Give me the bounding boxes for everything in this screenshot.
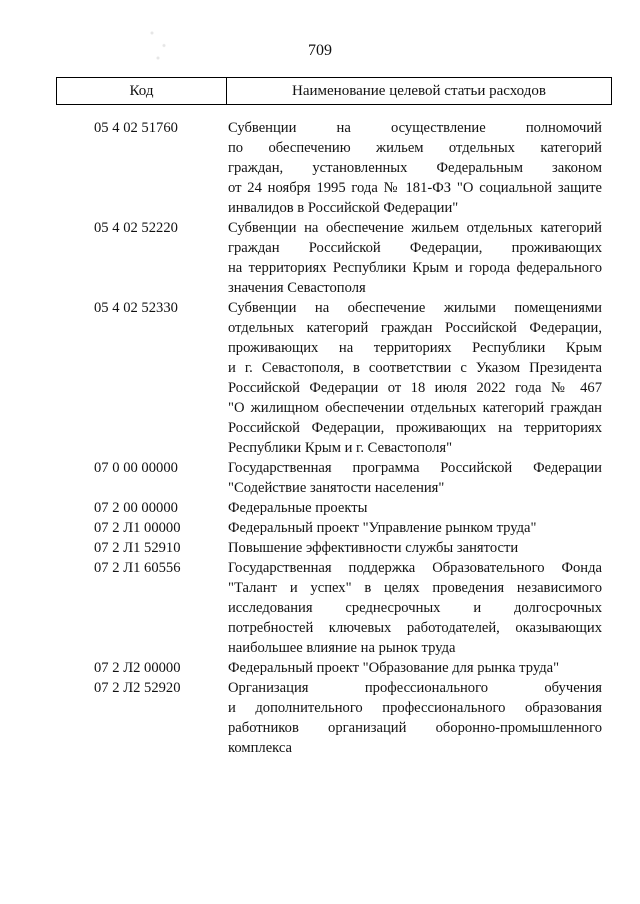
row-description [228, 218, 602, 298]
description-line: Государственная программа Российской Федерации [228, 460, 602, 476]
row-code: 07 0 00 00000 [94, 460, 178, 476]
table-body [56, 118, 612, 758]
description-line: "Талант и успех" в целях проведения независимого [228, 580, 602, 596]
description-line: отдельных категорий граждан Российской Федерации, [228, 320, 602, 336]
description-line: Повышение эффективности службы занятости [228, 540, 519, 556]
description-line: Российской Федерации от 18 июля 2022 года № 467 [228, 380, 602, 396]
description-line: проживающих на территориях Республики Крым [228, 340, 602, 356]
description-line: Субвенции на осуществление полномочий [228, 120, 602, 136]
row-description [228, 458, 602, 498]
table-row [56, 658, 612, 678]
row-description [228, 678, 602, 758]
row-code: 05 4 02 52220 [94, 220, 178, 236]
table-row [56, 218, 612, 298]
row-code: 07 2 Л2 00000 [94, 660, 181, 676]
row-code: 07 2 Л2 52920 [94, 680, 181, 696]
description-line: Федеральный проект "Управление рынком труда" [228, 520, 537, 536]
description-line: Республики Крым и г. Севастополя" [228, 440, 453, 456]
table-row [56, 498, 612, 518]
description-line: по обеспечению жильем отдельных категорий [228, 140, 602, 156]
description-line: Федеральные проекты [228, 500, 368, 516]
description-line: от 24 ноября 1995 года № 181-ФЗ "О социальной защите [228, 180, 602, 196]
table-row [56, 298, 612, 458]
row-code: 07 2 Л1 60556 [94, 560, 181, 576]
table-row [56, 678, 612, 758]
header-code: Код [57, 78, 227, 104]
description-line: Государственная поддержка Образовательного Фонда [228, 560, 602, 576]
row-description [228, 658, 602, 678]
row-description [228, 558, 602, 658]
row-code: 07 2 Л1 52910 [94, 540, 181, 556]
row-description [228, 518, 602, 538]
row-code: 05 4 02 51760 [94, 120, 178, 136]
description-line: работников организаций оборонно-промышленного [228, 720, 602, 736]
row-description [228, 538, 602, 558]
table-header [56, 77, 612, 105]
description-line: Субвенции на обеспечение жильем отдельных категорий [228, 220, 602, 236]
row-code: 07 2 00 00000 [94, 500, 178, 516]
table-row [56, 118, 612, 218]
description-line: граждан Российской Федерации, проживающих [228, 240, 602, 256]
description-line: потребностей ключевых работодателей, оказывающих [228, 620, 602, 636]
description-line: инвалидов в Российской Федерации" [228, 200, 459, 216]
table-row [56, 458, 612, 498]
description-line: комплекса [228, 740, 293, 756]
description-line: Организация профессионального обучения [228, 680, 602, 696]
header-name: Наименование целевой статьи расходов [292, 82, 546, 99]
table-row [56, 538, 612, 558]
description-line: Федеральный проект "Образование для рынка труда" [228, 660, 560, 676]
description-line: "О жилищном обеспечении отдельных категорий граждан [228, 400, 602, 416]
description-line: граждан, установленных Федеральным законом [228, 160, 602, 176]
description-line: исследования среднесрочных и долгосрочных [228, 600, 602, 616]
description-line: и дополнительного профессионального образования [228, 700, 602, 716]
description-line: Российской Федерации, проживающих на территориях [228, 420, 602, 436]
row-code: 05 4 02 52330 [94, 300, 178, 316]
description-line: наибольшее влияние на рынок труда [228, 640, 456, 656]
row-description [228, 118, 602, 218]
description-line: значения Севастополя [228, 280, 366, 296]
description-line: и г. Севастополя, в соответствии с Указом Президента [228, 360, 602, 376]
row-description [228, 498, 602, 518]
page-number: 709 [308, 42, 332, 59]
table-row [56, 558, 612, 658]
description-line: на территориях Республики Крым и города федерального [228, 260, 602, 276]
description-line: "Содействие занятости населения" [228, 480, 445, 496]
row-description [228, 298, 602, 458]
table-row [56, 518, 612, 538]
row-code: 07 2 Л1 00000 [94, 520, 181, 536]
description-line: Субвенции на обеспечение жилыми помещениями [228, 300, 602, 316]
